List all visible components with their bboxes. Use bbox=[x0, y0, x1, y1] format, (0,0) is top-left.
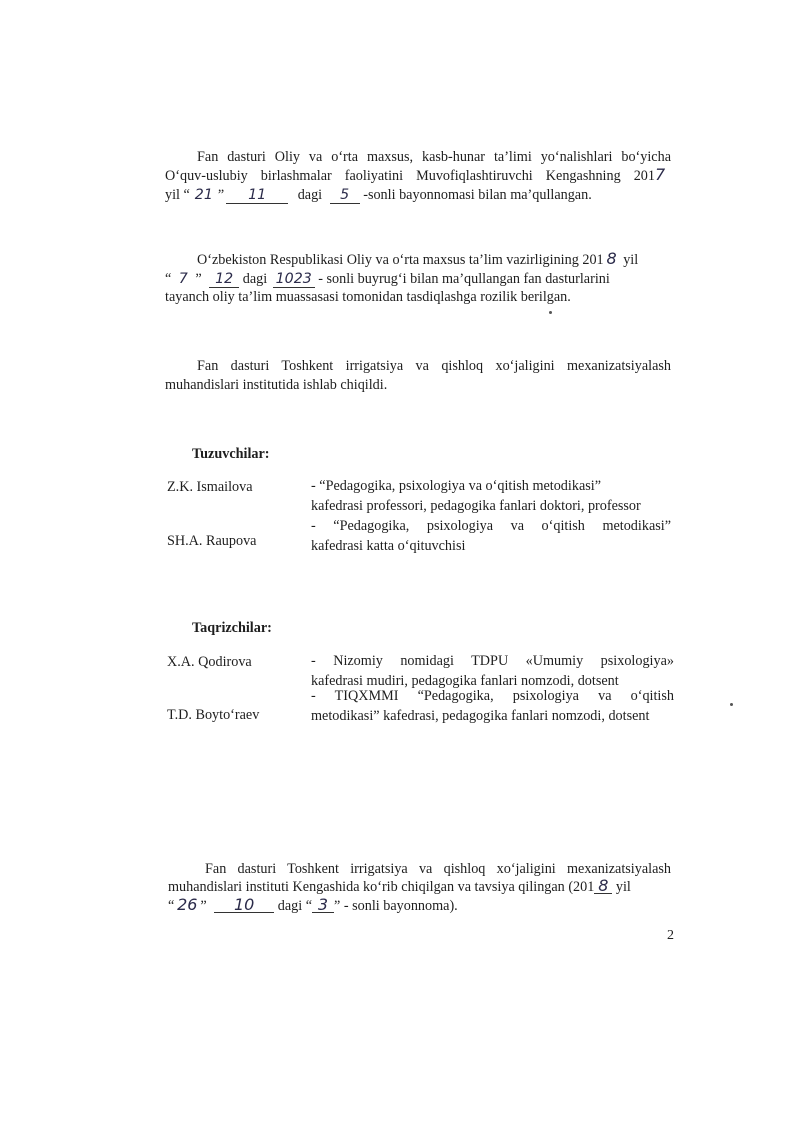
para1-line3 bbox=[165, 186, 592, 204]
handwritten-number: 3 bbox=[312, 897, 334, 913]
author-description bbox=[311, 516, 671, 556]
para2-line2-text: - sonli buyrug‘i bilan ma’qullangan fan dasturlarini bbox=[318, 271, 610, 287]
page-number: 2 bbox=[667, 928, 674, 943]
reviewers-heading: Taqrizchilar: bbox=[192, 620, 272, 636]
para4-yil: yil bbox=[615, 879, 631, 895]
para4-suffix: ” - sonli bayonnoma). bbox=[334, 898, 458, 914]
handwritten-day: 26 bbox=[177, 895, 198, 914]
author-description bbox=[311, 476, 671, 516]
handwritten-day: 7 bbox=[178, 271, 188, 287]
para4-line2 bbox=[168, 878, 631, 896]
para2-line2 bbox=[165, 270, 610, 288]
handwritten-year-digit: 7 bbox=[655, 165, 666, 184]
para4-dagi: dagi “ bbox=[277, 898, 312, 914]
para2-line1-text: O‘zbekiston Respublikasi Oliy va o‘rta maxsus ta’lim vazirligining 201 bbox=[197, 252, 604, 268]
para3-line2: muhandislari institutida ishlab chiqildi. bbox=[165, 377, 388, 393]
author-desc-line2: kafedrasi katta o‘qituvchisi bbox=[311, 538, 466, 554]
para1-suffix: -sonli bayonnomasi bilan ma’qullangan. bbox=[363, 187, 592, 203]
author-name: SH.A. Raupova bbox=[167, 533, 257, 549]
handwritten-month: 10 bbox=[214, 897, 274, 913]
handwritten-day: 21 bbox=[194, 187, 213, 203]
para2-yil: yil bbox=[623, 252, 639, 268]
para1-line2 bbox=[165, 167, 671, 185]
author-desc-line1: - “Pedagogika, psixologiya va o‘qitish metodikasi” bbox=[311, 518, 671, 534]
reviewer-desc-line1: - TIQXMMI “Pedagogika, psixologiya va o‘qitish bbox=[311, 688, 674, 704]
para1-dagi: dagi bbox=[297, 187, 323, 203]
quote-open: “ bbox=[165, 271, 172, 287]
handwritten-year-digit: 8 bbox=[594, 878, 612, 894]
reviewer-description bbox=[311, 651, 674, 691]
quote-close: ” bbox=[217, 187, 225, 203]
para2-line3: tayanch oliy ta’lim muassasasi tomonidan tasdiqlashga rozilik berilgan. bbox=[165, 289, 571, 305]
handwritten-month: 12 bbox=[209, 272, 239, 288]
reviewer-name: T.D. Boyto‘raev bbox=[167, 707, 260, 723]
speck-mark bbox=[730, 703, 733, 706]
handwritten-year-digit: 8 bbox=[606, 249, 617, 268]
para4-line1: Fan dasturi Toshkent irrigatsiya va qishloq xo‘jaligini mexanizatsiyalash bbox=[205, 861, 671, 877]
handwritten-number: 5 bbox=[330, 188, 360, 204]
handwritten-number: 1023 bbox=[273, 272, 315, 288]
para1-yil: yil “ bbox=[165, 187, 190, 203]
para2-line1 bbox=[197, 251, 671, 269]
reviewer-desc-line2: kafedrasi mudiri, pedagogika fanlari nomzodi, dotsent bbox=[311, 673, 619, 689]
author-name: Z.K. Ismailova bbox=[167, 479, 253, 495]
handwritten-month: 11 bbox=[226, 188, 288, 204]
para4-line2-text: muhandislari instituti Kengashida ko‘rib chiqilgan va tavsiya qilingan (201 bbox=[168, 879, 595, 895]
speck-mark bbox=[549, 311, 552, 314]
author-desc-line2: kafedrasi professori, pedagogika fanlari doktori, professor bbox=[311, 498, 641, 514]
para1-line2-text: O‘quv-uslubiy birlashmalar faoliyatini Muvofiqlashtiruvchi Kengashning 201 bbox=[165, 168, 655, 184]
para3-line1: Fan dasturi Toshkent irrigatsiya va qishloq xo‘jaligini mexanizatsiyalash bbox=[197, 358, 671, 374]
quote-open: “ bbox=[168, 898, 175, 914]
reviewer-name: X.A. Qodirova bbox=[167, 654, 252, 670]
reviewer-desc-line2: metodikasi” kafedrasi, pedagogika fanlari nomzodi, dotsent bbox=[311, 708, 650, 724]
quote-close: ” bbox=[200, 898, 207, 914]
author-desc-line1: - “Pedagogika, psixologiya va o‘qitish metodikasi” bbox=[311, 478, 601, 494]
para4-line3 bbox=[168, 897, 458, 915]
reviewer-description bbox=[311, 686, 674, 726]
authors-heading: Tuzuvchilar: bbox=[192, 446, 270, 462]
para2-dagi: dagi bbox=[242, 271, 268, 287]
reviewer-desc-line1: - Nizomiy nomidagi TDPU «Umumiy psixologiya» bbox=[311, 653, 674, 669]
para1-line1: Fan dasturi Oliy va o‘rta maxsus, kasb-hunar ta’limi yo‘nalishlari bo‘yicha bbox=[197, 149, 671, 165]
quote-close: ” bbox=[195, 271, 202, 287]
